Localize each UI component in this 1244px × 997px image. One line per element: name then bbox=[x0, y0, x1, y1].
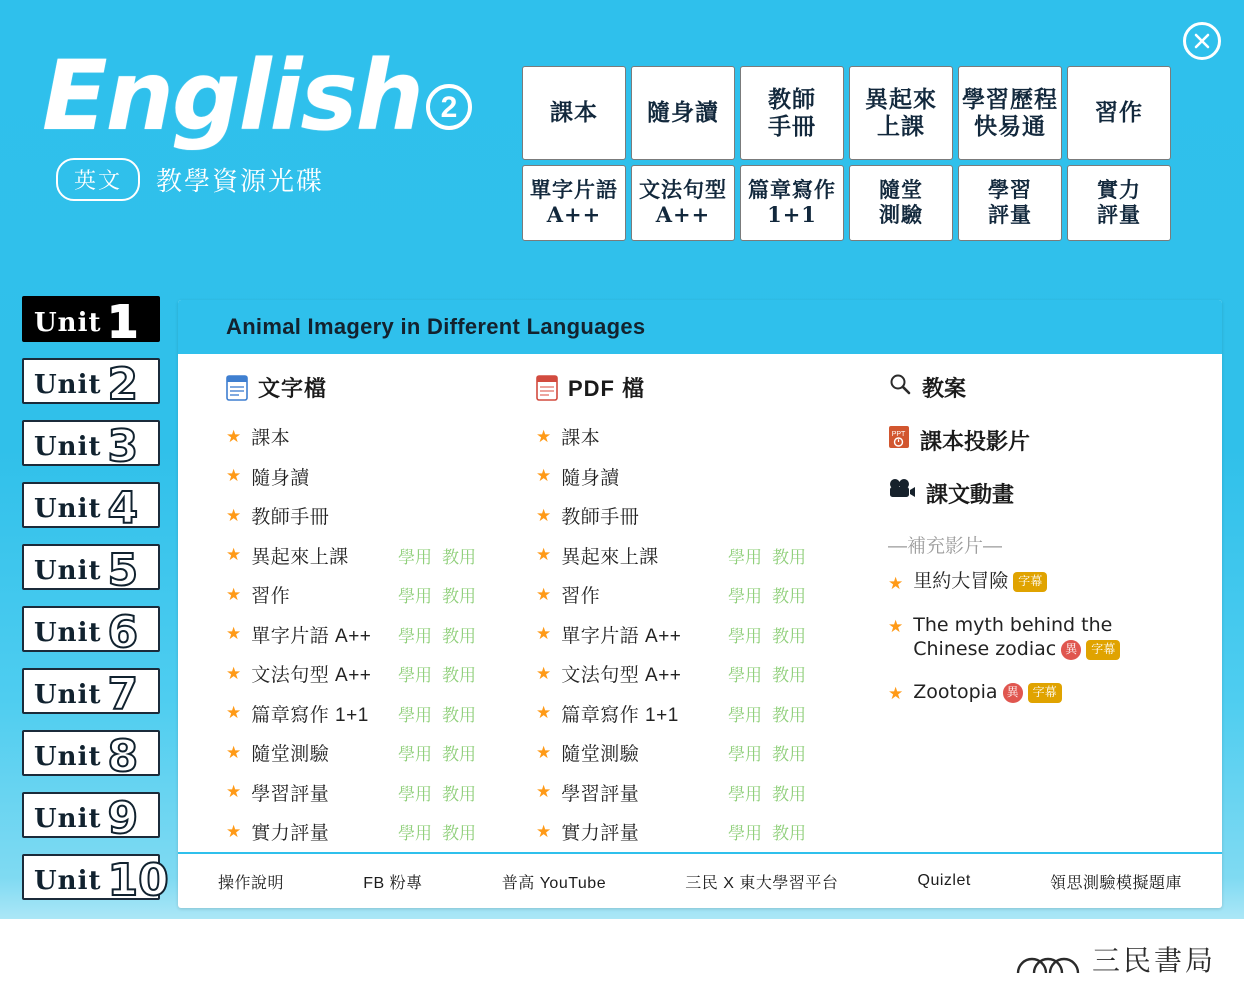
category-button-vocab-phrases[interactable] bbox=[522, 165, 626, 241]
category-label: 學習歷程 bbox=[962, 85, 1058, 113]
unit-number: 7 bbox=[107, 669, 139, 720]
item-label: 習作 bbox=[251, 586, 291, 608]
unit-label: Unit bbox=[34, 494, 102, 524]
column-header-word bbox=[226, 372, 498, 403]
category-label: 習作 bbox=[1095, 99, 1143, 127]
star-icon: ★ bbox=[536, 466, 552, 486]
ppt-icon bbox=[888, 425, 910, 449]
category-button-interactive-class[interactable] bbox=[849, 66, 953, 160]
column-media-resources bbox=[838, 372, 1198, 852]
item-label: 單字片語 A++ bbox=[251, 625, 372, 647]
unit-number: 3 bbox=[107, 421, 139, 472]
item-tags bbox=[728, 701, 828, 726]
category-label: 隨身讀 bbox=[647, 99, 719, 127]
svg-text:PPT: PPT bbox=[891, 431, 906, 438]
unit-number: 6 bbox=[107, 607, 139, 658]
sidebar-item-unit-5[interactable] bbox=[22, 540, 168, 602]
item-label: 異起來上課 bbox=[561, 546, 659, 568]
list-item[interactable] bbox=[536, 457, 828, 497]
star-icon: ★ bbox=[536, 584, 552, 604]
pdf-document-icon bbox=[536, 375, 558, 401]
product-subtitle: 教學資源光碟 bbox=[156, 166, 325, 196]
tag-teacher-version[interactable]: 教用 bbox=[442, 745, 476, 765]
video-label bbox=[913, 613, 1188, 662]
item-tags bbox=[728, 622, 828, 647]
list-item[interactable] bbox=[536, 694, 828, 734]
item-tags bbox=[398, 701, 498, 726]
unit-number: 1 bbox=[107, 297, 139, 348]
footer-link-mock-exam-bank[interactable]: 領思測驗模擬題庫 bbox=[1049, 874, 1182, 892]
category-label: 1+1 bbox=[767, 202, 817, 227]
tag-teacher-version[interactable]: 教用 bbox=[442, 784, 476, 804]
category-label: 篇章寫作 bbox=[748, 177, 836, 203]
item-label: 篇章寫作 1+1 bbox=[251, 704, 369, 726]
category-label: 手冊 bbox=[768, 113, 816, 140]
category-button-textbook[interactable] bbox=[522, 66, 626, 160]
column-word-documents bbox=[178, 372, 508, 852]
word-document-icon bbox=[226, 375, 248, 401]
item-tags bbox=[398, 819, 498, 844]
category-button-learning-assessment[interactable] bbox=[958, 165, 1062, 241]
page-title: Animal Imagery in Different Languages bbox=[226, 314, 646, 339]
category-label: 文法句型 bbox=[639, 177, 727, 203]
item-tags bbox=[398, 780, 498, 805]
tag-teacher-version[interactable]: 教用 bbox=[772, 784, 806, 804]
category-label: A++ bbox=[546, 202, 602, 227]
list-item[interactable] bbox=[536, 536, 828, 576]
list-item[interactable] bbox=[226, 733, 498, 773]
list-item[interactable] bbox=[536, 812, 828, 852]
content-panel bbox=[178, 300, 1222, 908]
list-item[interactable] bbox=[226, 575, 498, 615]
list-item[interactable] bbox=[226, 615, 498, 655]
item-label: 隨堂測驗 bbox=[251, 744, 330, 766]
tag-teacher-version[interactable]: 教用 bbox=[442, 705, 476, 725]
media-item-slides[interactable] bbox=[888, 425, 1188, 456]
panel-footer-links bbox=[178, 852, 1222, 908]
tag-teacher-version[interactable]: 教用 bbox=[772, 745, 806, 765]
tag-teacher-version[interactable]: 教用 bbox=[772, 587, 806, 607]
star-icon: ★ bbox=[226, 821, 242, 841]
column-title-word: 文字檔 bbox=[258, 376, 328, 401]
supplement-videos-heading bbox=[888, 531, 1188, 558]
tag-student-version[interactable]: 學用 bbox=[398, 705, 432, 725]
tag-student-version[interactable]: 學用 bbox=[728, 626, 762, 646]
item-tags bbox=[398, 661, 498, 686]
item-tags bbox=[398, 582, 498, 607]
supplement-heading-label: —補充影片— bbox=[888, 536, 1003, 557]
category-button-workbook[interactable] bbox=[1067, 66, 1171, 160]
item-tags bbox=[728, 780, 828, 805]
list-item[interactable] bbox=[536, 615, 828, 655]
sidebar-item-unit-6[interactable] bbox=[22, 602, 168, 664]
star-icon: ★ bbox=[536, 505, 552, 525]
category-button-learning-portfolio[interactable] bbox=[958, 66, 1062, 160]
unit-number: 2 bbox=[107, 359, 139, 410]
tag-teacher-version[interactable]: 教用 bbox=[442, 626, 476, 646]
media-item-lesson-plan[interactable] bbox=[888, 372, 1188, 403]
list-item[interactable] bbox=[536, 773, 828, 813]
star-icon: ★ bbox=[226, 782, 242, 802]
column-header-pdf bbox=[536, 372, 828, 403]
star-icon: ★ bbox=[888, 574, 904, 593]
category-label: 實力 bbox=[1097, 177, 1141, 203]
list-item[interactable] bbox=[536, 417, 828, 457]
item-tags bbox=[728, 582, 828, 607]
star-icon: ★ bbox=[226, 742, 242, 762]
item-label: 隨堂測驗 bbox=[561, 744, 640, 766]
unit-label: Unit bbox=[34, 432, 102, 462]
item-label: 篇章寫作 1+1 bbox=[561, 704, 679, 726]
unit-number: 9 bbox=[107, 793, 139, 844]
tag-teacher-version[interactable]: 教用 bbox=[442, 824, 476, 844]
unit-number: 4 bbox=[107, 483, 139, 534]
unit-label: Unit bbox=[34, 370, 102, 400]
item-label: 學習評量 bbox=[251, 783, 330, 805]
item-label: 課本 bbox=[251, 428, 291, 450]
item-label: 課本 bbox=[561, 428, 601, 450]
item-tags bbox=[728, 740, 828, 765]
tag-student-version[interactable]: 學用 bbox=[728, 547, 762, 567]
category-button-in-class-quiz[interactable] bbox=[849, 165, 953, 241]
tag-teacher-version[interactable]: 教用 bbox=[772, 824, 806, 844]
item-label: 異起來上課 bbox=[251, 546, 349, 568]
list-item[interactable] bbox=[536, 654, 828, 694]
tag-student-version[interactable]: 學用 bbox=[398, 666, 432, 686]
star-icon: ★ bbox=[536, 663, 552, 683]
tag-student-version[interactable]: 學用 bbox=[728, 784, 762, 804]
category-button-essay-writing[interactable] bbox=[740, 165, 844, 241]
star-icon: ★ bbox=[226, 545, 242, 565]
star-icon: ★ bbox=[536, 742, 552, 762]
list-item[interactable] bbox=[226, 694, 498, 734]
badge-subtitle[interactable]: 字幕 bbox=[1086, 640, 1120, 660]
list-item[interactable] bbox=[536, 733, 828, 773]
item-tags bbox=[398, 740, 498, 765]
category-label: 課本 bbox=[550, 99, 598, 127]
column-title-pdf: PDF 檔 bbox=[568, 376, 646, 401]
panel-header bbox=[178, 300, 1222, 354]
publisher-logo bbox=[1016, 945, 1216, 975]
tag-teacher-version[interactable]: 教用 bbox=[772, 705, 806, 725]
footer-link-quizlet[interactable]: Quizlet bbox=[917, 872, 971, 889]
footer-link-facebook[interactable]: FB 粉專 bbox=[363, 874, 423, 892]
sidebar-item-unit-8[interactable] bbox=[22, 726, 168, 788]
tag-student-version[interactable]: 學用 bbox=[398, 547, 432, 567]
star-icon: ★ bbox=[536, 821, 552, 841]
sidebar-item-unit-4[interactable] bbox=[22, 478, 168, 540]
item-label: 文法句型 A++ bbox=[251, 665, 372, 687]
category-button-teacher-manual[interactable] bbox=[740, 66, 844, 160]
category-label: 快易通 bbox=[974, 113, 1046, 140]
subject-pill: 英文 bbox=[56, 158, 140, 201]
tag-student-version[interactable]: 學用 bbox=[398, 745, 432, 765]
star-icon: ★ bbox=[888, 684, 904, 704]
item-tags bbox=[728, 819, 828, 844]
badge-subtitle[interactable]: 字幕 bbox=[1028, 683, 1062, 703]
category-label: 單字片語 bbox=[530, 177, 618, 203]
footer-link-learning-platform[interactable]: 三民 X 東大學習平台 bbox=[685, 874, 839, 892]
sidebar-item-unit-7[interactable] bbox=[22, 664, 168, 726]
tag-student-version[interactable]: 學用 bbox=[398, 587, 432, 607]
tag-student-version[interactable]: 學用 bbox=[398, 626, 432, 646]
category-button-grammar[interactable] bbox=[631, 165, 735, 241]
sidebar-item-unit-10[interactable] bbox=[22, 850, 168, 912]
tag-teacher-version[interactable]: 教用 bbox=[772, 666, 806, 686]
item-label: 習作 bbox=[561, 586, 601, 608]
item-label: 實力評量 bbox=[561, 823, 640, 845]
close-icon bbox=[1193, 32, 1211, 50]
unit-label: Unit bbox=[34, 556, 102, 586]
star-icon: ★ bbox=[536, 624, 552, 644]
item-tags bbox=[728, 661, 828, 686]
tag-teacher-version[interactable]: 教用 bbox=[442, 547, 476, 567]
star-icon: ★ bbox=[226, 466, 242, 486]
tag-student-version[interactable]: 學用 bbox=[398, 784, 432, 804]
sidebar-item-unit-1[interactable] bbox=[22, 292, 168, 354]
category-label: 教師 bbox=[768, 85, 816, 113]
category-label: 學習 bbox=[988, 177, 1032, 203]
media-label-animation: 課文動畫 bbox=[926, 482, 1015, 507]
media-item-animation[interactable] bbox=[888, 478, 1188, 509]
category-label: 評量 bbox=[988, 202, 1032, 227]
item-label: 單字片語 A++ bbox=[561, 625, 682, 647]
unit-label: Unit bbox=[34, 804, 102, 834]
list-item[interactable] bbox=[226, 457, 498, 497]
tag-student-version[interactable]: 學用 bbox=[728, 745, 762, 765]
logo-volume-number: 2 bbox=[426, 84, 472, 130]
unit-label: Unit bbox=[34, 866, 102, 896]
tag-teacher-version[interactable]: 教用 bbox=[772, 547, 806, 567]
resource-category-grid bbox=[522, 66, 1171, 241]
list-item[interactable] bbox=[226, 773, 498, 813]
video-title: Zootopia bbox=[913, 681, 998, 704]
video-label bbox=[913, 570, 1047, 595]
unit-number: 10 bbox=[107, 855, 169, 906]
category-label: 隨堂 bbox=[879, 177, 923, 203]
star-icon: ★ bbox=[226, 663, 242, 683]
item-label: 教師手冊 bbox=[251, 507, 330, 529]
item-label: 隨身讀 bbox=[561, 467, 620, 489]
tag-student-version[interactable]: 學用 bbox=[728, 705, 762, 725]
logo-wordmark: English bbox=[42, 40, 422, 152]
star-icon: ★ bbox=[536, 426, 552, 446]
category-label: 測驗 bbox=[879, 202, 923, 227]
column-pdf-documents bbox=[508, 372, 838, 852]
list-item[interactable] bbox=[226, 812, 498, 852]
item-label: 隨身讀 bbox=[251, 467, 310, 489]
category-button-proficiency-assessment[interactable] bbox=[1067, 165, 1171, 241]
item-label: 教師手冊 bbox=[561, 507, 640, 529]
unit-number: 5 bbox=[107, 545, 139, 596]
unit-label: Unit bbox=[34, 680, 102, 710]
list-item[interactable] bbox=[226, 536, 498, 576]
tag-teacher-version[interactable]: 教用 bbox=[442, 587, 476, 607]
item-tags bbox=[398, 622, 498, 647]
brand-logo bbox=[42, 40, 512, 201]
badge-interactive[interactable]: 異 bbox=[1061, 640, 1081, 660]
tag-student-version[interactable]: 學用 bbox=[398, 824, 432, 844]
star-icon: ★ bbox=[536, 703, 552, 723]
close-button[interactable] bbox=[1183, 22, 1221, 60]
list-item[interactable] bbox=[888, 570, 1188, 595]
tag-student-version[interactable]: 學用 bbox=[728, 666, 762, 686]
item-label: 文法句型 A++ bbox=[561, 665, 682, 687]
video-label bbox=[913, 680, 1061, 705]
video-title: 里約大冒險 bbox=[913, 571, 1009, 592]
sidebar-item-unit-9[interactable] bbox=[22, 788, 168, 850]
star-icon: ★ bbox=[226, 584, 242, 604]
tag-student-version[interactable]: 學用 bbox=[728, 824, 762, 844]
unit-label: Unit bbox=[34, 618, 102, 648]
publisher-name: 三民書局 bbox=[1091, 944, 1216, 977]
star-icon: ★ bbox=[226, 505, 242, 525]
unit-number: 8 bbox=[107, 731, 139, 782]
rainbow-arcs-icon bbox=[1016, 945, 1084, 975]
sidebar-item-unit-2[interactable] bbox=[22, 354, 168, 416]
item-label: 實力評量 bbox=[251, 823, 330, 845]
item-label: 學習評量 bbox=[561, 783, 640, 805]
magnifier-icon bbox=[888, 372, 912, 396]
video-title: The myth behind the Chinese zodiac bbox=[913, 613, 1113, 661]
item-tags bbox=[398, 543, 498, 568]
category-label: 上課 bbox=[877, 113, 925, 140]
list-item[interactable] bbox=[226, 496, 498, 536]
media-label-slides: 課本投影片 bbox=[920, 429, 1031, 454]
unit-sidebar bbox=[22, 292, 168, 912]
item-tags bbox=[728, 543, 828, 568]
list-item[interactable] bbox=[226, 417, 498, 457]
list-item[interactable] bbox=[536, 575, 828, 615]
badge-subtitle[interactable]: 字幕 bbox=[1013, 572, 1047, 592]
media-label-lesson-plan: 教案 bbox=[922, 376, 967, 401]
category-label: A++ bbox=[655, 202, 711, 227]
list-item[interactable] bbox=[888, 680, 1188, 705]
unit-label: Unit bbox=[34, 308, 102, 338]
category-button-portable-reader[interactable] bbox=[631, 66, 735, 160]
list-item[interactable] bbox=[226, 654, 498, 694]
footer-link-youtube[interactable]: 普高 YouTube bbox=[501, 874, 607, 892]
footer-link-instructions[interactable]: 操作說明 bbox=[218, 874, 285, 892]
star-icon: ★ bbox=[888, 616, 904, 636]
star-icon: ★ bbox=[226, 426, 242, 446]
tag-teacher-version[interactable]: 教用 bbox=[772, 626, 806, 646]
star-icon: ★ bbox=[226, 624, 242, 644]
badge-interactive[interactable]: 異 bbox=[1003, 683, 1023, 703]
unit-label: Unit bbox=[34, 742, 102, 772]
category-label: 異起來 bbox=[865, 85, 937, 113]
panel-body bbox=[178, 354, 1222, 852]
star-icon: ★ bbox=[536, 782, 552, 802]
tag-teacher-version[interactable]: 教用 bbox=[442, 666, 476, 686]
list-item[interactable] bbox=[888, 613, 1188, 662]
star-icon: ★ bbox=[226, 703, 242, 723]
tag-student-version[interactable]: 學用 bbox=[728, 587, 762, 607]
list-item[interactable] bbox=[536, 496, 828, 536]
star-icon: ★ bbox=[536, 545, 552, 565]
video-camera-icon bbox=[888, 478, 916, 500]
sidebar-item-unit-3[interactable] bbox=[22, 416, 168, 478]
category-label: 評量 bbox=[1097, 202, 1141, 227]
